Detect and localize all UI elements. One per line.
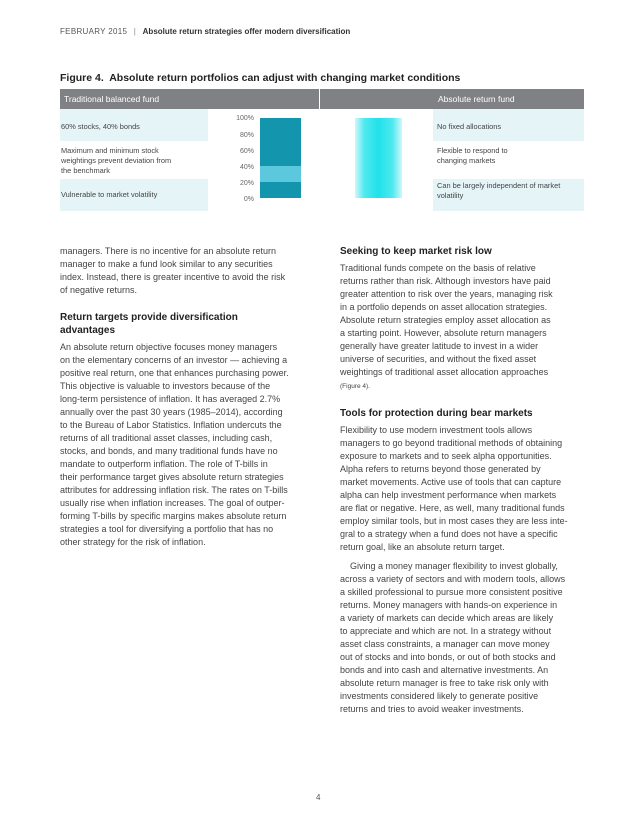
figure-header-bar — [60, 89, 584, 109]
text-line: Traditional funds compete on the basis of relative — [340, 263, 536, 273]
right-row-1: No fixed allocations — [437, 122, 502, 131]
text-line: mandate to outperform inflation. The role of T-bills in — [60, 459, 268, 469]
paragraph-5 — [340, 560, 590, 716]
right-header: Absolute return fund — [438, 94, 515, 104]
text-line: returns. Money managers with hands-on experience in — [340, 600, 558, 610]
figure-reference: (Figure 4). — [340, 383, 370, 390]
text-line: return goal, like an absolute return target. — [340, 542, 505, 552]
text-line: in a portfolio depends on asset allocation strategies. — [340, 302, 548, 312]
axis-tick: 80% — [239, 132, 254, 139]
text-line: stocks, and bonds, and many traditional funds have no — [60, 446, 278, 456]
text-line: bonds and into cash and alternative investments. An — [340, 665, 549, 675]
text-line: Giving a money manager flexibility to invest globally, — [340, 561, 558, 571]
text-line: to the Bureau of Labor Statistics. Inflation undercuts the — [60, 420, 282, 430]
text-line: This objective is valuable to investors because of the — [60, 381, 271, 391]
text-line: of negative returns. — [60, 285, 138, 295]
figure-title: Figure 4. Absolute return portfolios can adjust with changing market conditions — [60, 72, 461, 84]
bar-segment-stocks — [260, 118, 301, 166]
heading-return-targets — [60, 311, 310, 337]
header-separator: | — [133, 27, 137, 36]
left-row-1: 60% stocks, 40% bonds — [61, 122, 140, 131]
text-line: employ similar tools, but in most cases they are less inte- — [340, 516, 568, 526]
text-line: Absolute return strategies employ asset allocation as — [340, 315, 551, 325]
text-line: greater attention to risk over the years, managing risk — [340, 289, 553, 299]
bar-segment-bonds — [260, 182, 301, 198]
page-number: 4 — [316, 793, 321, 802]
axis-tick: 0% — [243, 196, 254, 203]
text-line: returns rather than risk. Although investors have paid — [340, 276, 551, 286]
axis-tick: 60% — [239, 148, 254, 155]
text-line: managers. There is no incentive for an absolute return — [60, 246, 276, 256]
text-line: strategies a tool for diversifying a portfolio that has no — [60, 524, 274, 534]
text-line: long-term persistence of inflation. It has averaged 2.7% — [60, 394, 281, 404]
text-line: a variety of markets can decide which areas are likely — [340, 613, 554, 623]
heading-market-risk: Seeking to keep market risk low — [340, 246, 492, 257]
heading-line: advantages — [60, 325, 116, 336]
left-column — [60, 245, 310, 549]
text-line: Alpha refers to returns beyond those generated by — [340, 464, 541, 474]
paragraph-1 — [60, 245, 310, 297]
paragraph-3 — [340, 262, 590, 393]
text-line: usually rise when inflation increases. The goal of outper- — [60, 498, 285, 508]
right-row-2: Flexible to respond to changing markets — [437, 146, 508, 165]
left-row-2: Maximum and minimum stock weightings prevent deviation from the benchmark — [61, 146, 172, 175]
text-line: to appreciate and which are not. In a strategy without — [340, 626, 552, 636]
text-line: returns of all traditional asset classes, including cash, — [60, 433, 273, 443]
text-line: out of stocks and into bonds, or out of both stocks and — [340, 652, 556, 662]
text-line: across a variety of sectors and with modern tools, allows — [340, 574, 566, 584]
axis-tick: 20% — [239, 180, 254, 187]
text-line: absolute return manager is free to take risk only with — [340, 678, 549, 688]
text-line: other strategy for the risk of inflation. — [60, 537, 206, 547]
text-line: returns and tries to avoid weaker investments. — [340, 704, 524, 714]
text-line: on the elementary concerns of an investor — achieving a — [60, 355, 288, 365]
text-line: market movements. Active use of tools that can capture — [340, 477, 562, 487]
paragraph-4 — [340, 424, 590, 554]
text-line: investments considered likely to generate positive — [340, 691, 539, 701]
bar-segment-middle — [260, 166, 301, 182]
text-line: An absolute return objective focuses money managers — [60, 342, 278, 352]
text-line: forming T-bills by specific margins makes absolute return — [60, 511, 287, 521]
text-line: manager to make a fund look similar to any securities — [60, 259, 273, 269]
text-line: generally have greater latitude to invest in a wider — [340, 341, 539, 351]
axis-tick: 40% — [239, 164, 254, 171]
text-line: asset class constraints, a manager can move money — [340, 639, 550, 649]
text-line: exposure to markets and to seek alpha opportunities. — [340, 451, 552, 461]
heading-line: Return targets provide diversification — [60, 312, 238, 323]
text-line: their performance target gives absolute return strategies — [60, 472, 284, 482]
header-divider — [319, 89, 320, 109]
text-line: index. Instead, there is greater incentive to avoid the risk — [60, 272, 286, 282]
text-line: weightings of traditional asset allocation approaches — [340, 367, 549, 377]
header-title: Absolute return strategies offer modern diversification — [142, 27, 351, 36]
flexible-allocation-bar — [355, 118, 402, 198]
text-line: managers to go beyond traditional methods of obtaining — [340, 438, 563, 448]
heading-bear-markets: Tools for protection during bear markets — [340, 408, 533, 419]
left-row-3: Vulnerable to market volatility — [61, 190, 158, 199]
paragraph-2 — [60, 341, 310, 549]
right-row-3: Can be largely independent of market volatility — [437, 181, 561, 200]
header-date: FEBRUARY 2015 — [60, 27, 128, 36]
text-line: universe of securities, and without the fixed asset — [340, 354, 537, 364]
text-line: attributes for addressing inflation risk. The rates on T-bills — [60, 485, 288, 495]
figure-4 — [60, 89, 584, 211]
axis-tick: 100% — [236, 115, 254, 122]
text-line: alpha can help investment performance when markets — [340, 490, 557, 500]
right-column — [340, 245, 590, 716]
text-line: annually over the past 30 years (1985–2014), according — [60, 407, 283, 417]
running-header — [60, 27, 350, 36]
text-line: are flat or negative. Here, as well, many traditional funds — [340, 503, 565, 513]
text-line: Flexibility to use modern investment tools allows — [340, 425, 533, 435]
text-line: a skilled professional to pursue more consistent positive — [340, 587, 563, 597]
text-line: positive real return, one that enhances purchasing power. — [60, 368, 289, 378]
text-line: gral to a strategy when a fund does not have a specific — [340, 529, 558, 539]
text-line: a starting point. However, absolute return managers — [340, 328, 547, 338]
left-header: Traditional balanced fund — [64, 94, 160, 104]
